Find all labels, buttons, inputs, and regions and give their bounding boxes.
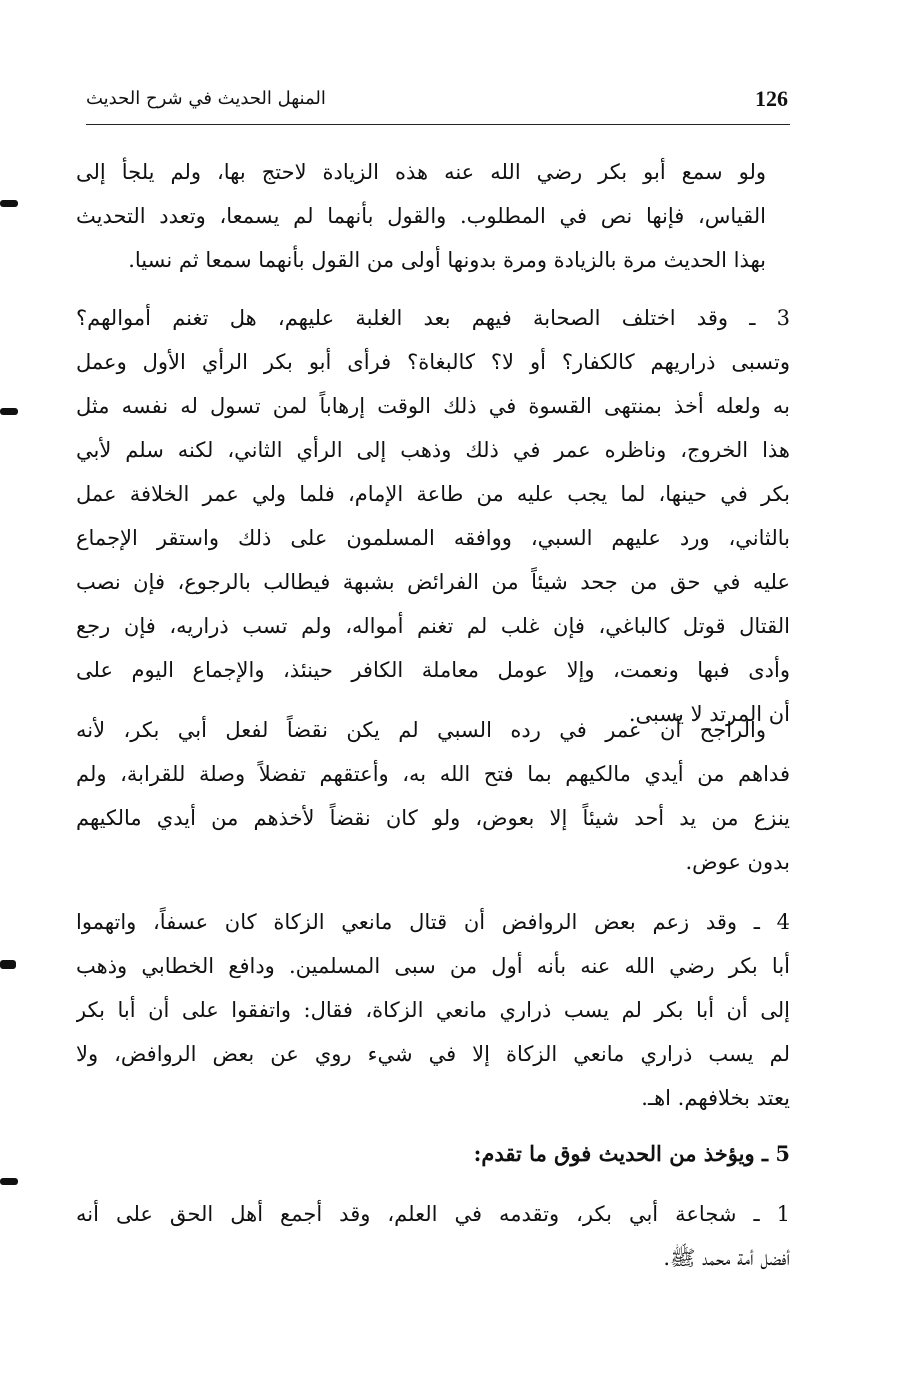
text-line: ولو سمع أبو بكر رضي الله عنه هذه الزيادة لاحتج بها، ولم يلجأ إلى [76, 160, 766, 184]
heading-text: 5 ـ ويؤخذ من الحديث فوق ما تقدم: [473, 1141, 790, 1166]
scan-edge-mark [0, 408, 18, 415]
scan-edge-mark [0, 960, 16, 969]
text-line: بكر في حينها، لما يجب عليه من طاعة الإمام، فلما ولي عمر الخلافة عمل [76, 482, 790, 506]
paragraph-3 [76, 296, 790, 726]
scan-edge-mark [0, 1178, 18, 1185]
text-line: 4 ـ وقد زعم بعض الروافض أن قتال مانعي الزكاة كان عسفاً، واتهموا [76, 910, 790, 934]
paragraph-4 [76, 900, 790, 1120]
text-line: يعتد بخلافهم. اهـ. [641, 1086, 790, 1110]
text-line: أبا بكر رضي الله عنه بأنه أول من سبى المسلمين. ودافع الخطابي وذهب [76, 954, 790, 978]
text-line: لم يسب ذراري مانعي الزكاة إلا في شيء روي عن بعض الروافض، ولا [76, 1042, 790, 1066]
section-heading [76, 1132, 790, 1176]
list-item [76, 1192, 790, 1280]
text-line: أفضل أمة محمد ﷺ. [663, 1246, 790, 1270]
text-line: وأدى فبها ونعمت، وإلا عومل معاملة الكافر حينئذ، والإجماع اليوم على [76, 658, 790, 682]
text-line: 1 ـ شجاعة أبي بكر، وتقدمه في العلم، وقد أجمع أهل الحق على أنه [76, 1202, 790, 1226]
page-header [86, 82, 790, 125]
text-line: والراجح أن عمر في رده السبي لم يكن نقضاً لفعل أبي بكر، لأنه [76, 718, 766, 742]
paragraph [76, 150, 790, 282]
text-line: وتسبى ذراريهم كالكفار؟ أو لا؟ كالبغاة؟ فرأى أبو بكر الرأي الأول وعمل [76, 350, 790, 374]
running-title: المنهل الحديث في شرح الحديث [86, 88, 326, 109]
text-line: 3 ـ وقد اختلف الصحابة فيهم بعد الغلبة عليهم، هل تغنم أموالهم؟ [76, 306, 790, 330]
text-line: عليه في حق من جحد شيئاً من الفرائض بشبهة فيطالب بالرجوع، فإن نصب [76, 570, 790, 594]
scan-edge-mark [0, 200, 18, 207]
text-line: به ولعله أخذ بمنتهى القسوة في ذلك الوقت إرهاباً لمن تسول له نفسه مثل [76, 394, 790, 418]
text-line: إلى أن أبا بكر لم يسب ذراري مانعي الزكاة، فقال: واتفقوا على أن أبا بكر [76, 998, 790, 1022]
paragraph [76, 708, 790, 884]
text-line: بهذا الحديث مرة بالزيادة ومرة بدونها أولى من القول بأنهما سمعا ثم نسيا. [128, 248, 766, 272]
page-body [76, 150, 790, 1280]
text-line: القتال قوتل كالباغي، فإن غلب لم تغنم أمواله، ولم تسب ذراريه، فإن رجع [76, 614, 790, 638]
text-line: بدون عوض. [685, 850, 790, 874]
text-line: فداهم من أيدي مالكيهم بما فتح الله به، وأعتقهم تفضلاً وصلة للقرابة، ولم [76, 762, 790, 786]
text-line: القياس، فإنها نص في المطلوب. والقول بأنهما لم يسمعا، وتعدد التحديث [76, 204, 766, 228]
text-line: هذا الخروج، وناظره عمر في ذلك وذهب إلى الرأي الثاني، لكنه سلم لأبي [76, 438, 790, 462]
text-line: بالثاني، ورد عليهم السبي، ووافقه المسلمون على ذلك واستقر الإجماع [76, 526, 790, 550]
text-line: أن المرتد لا يسبى. [628, 702, 790, 726]
text-line: ينزع من يد أحد شيئاً إلا بعوض، ولو كان نقضاً لأخذهم من أيدي مالكيهم [76, 806, 790, 830]
page-number: 126 [755, 86, 788, 111]
